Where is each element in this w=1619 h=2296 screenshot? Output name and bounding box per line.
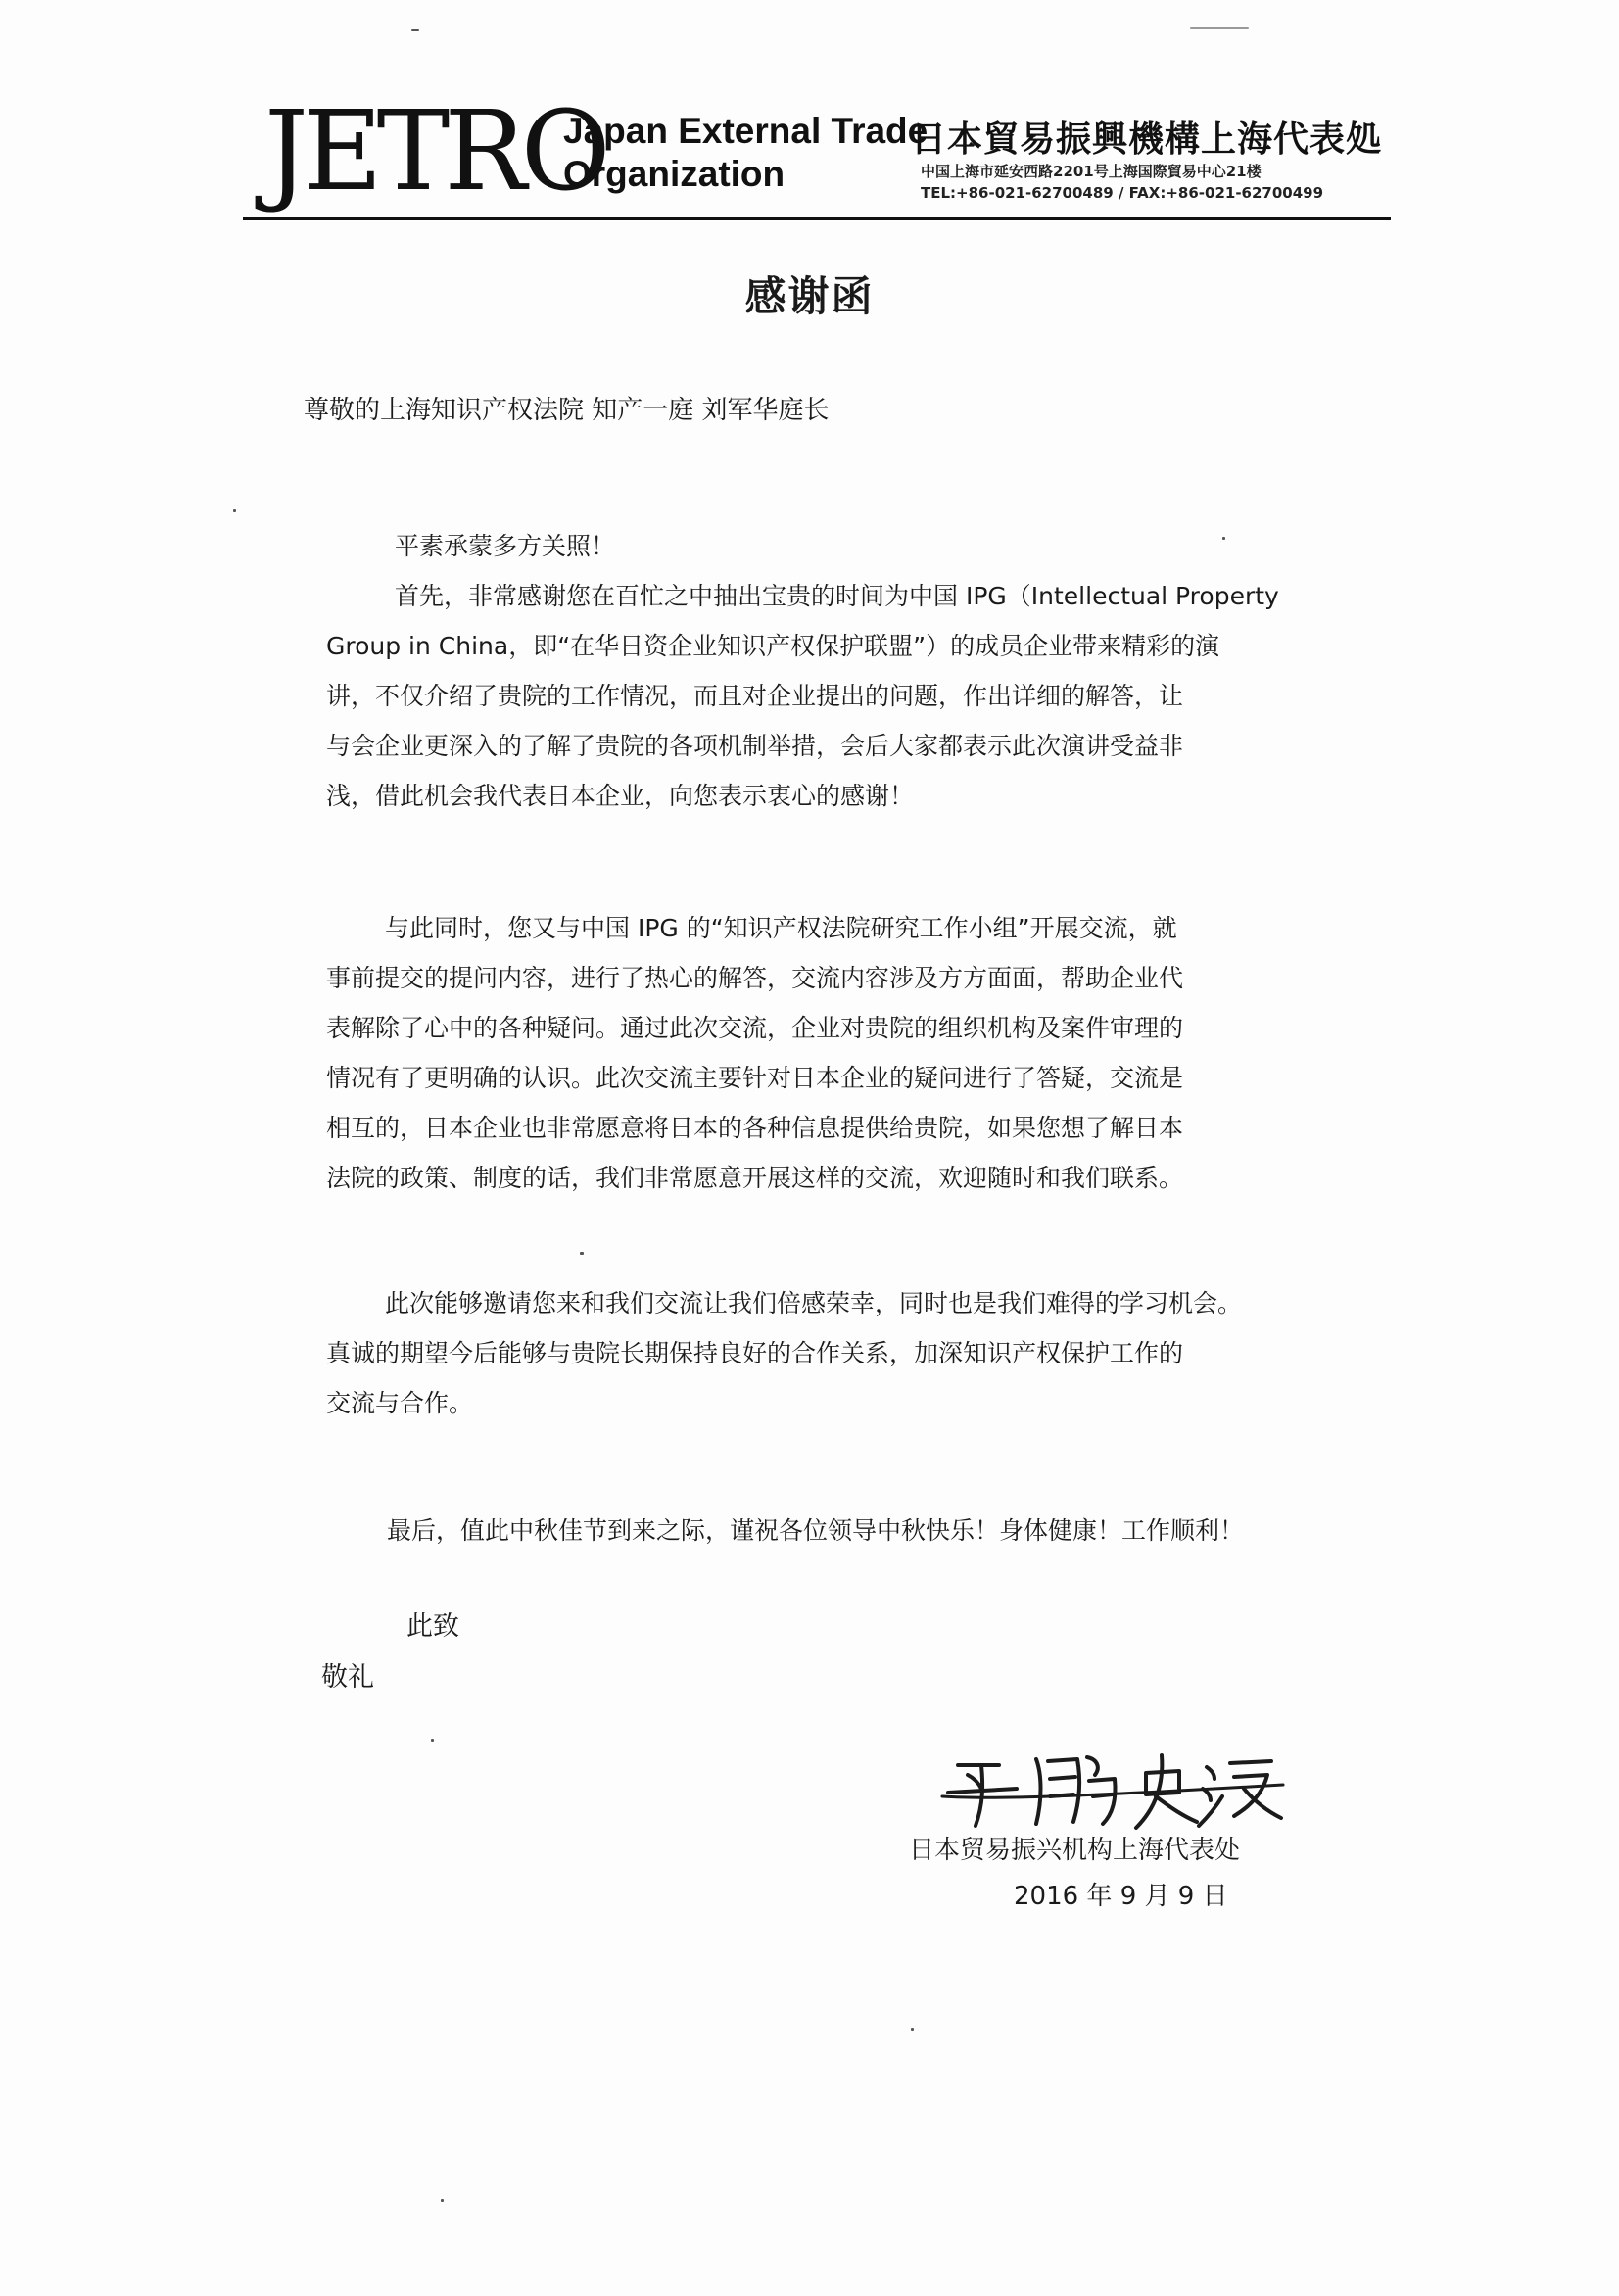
- scan-speck: [1190, 27, 1249, 29]
- paragraph-line: 与此同时，您又与中国 IPG 的“知识产权法院研究工作小组”开展交流，就: [385, 914, 1177, 942]
- paragraph-line: 最后，值此中秋佳节到来之际，谨祝各位领导中秋快乐！身体健康！工作顺利！: [387, 1516, 1245, 1545]
- paragraph-line: 此次能够邀请您来和我们交流让我们倍感荣幸，同时也是我们难得的学习机会。: [385, 1289, 1243, 1317]
- sender-organization: 日本贸易振兴机构上海代表处: [909, 1836, 1241, 1865]
- greeting: 平素承蒙多方关照！: [395, 532, 616, 560]
- jetro-logo: JETRO: [264, 88, 605, 215]
- paragraph-line: 事前提交的提问内容，进行了热心的解答，交流内容涉及方方面面，帮助企业代: [326, 964, 1184, 992]
- org-address-block: [921, 161, 1323, 204]
- scan-speck: [411, 29, 419, 31]
- closing-cizhi: 此致: [406, 1611, 459, 1642]
- paragraph-4: [326, 1506, 1384, 1555]
- paragraph-line: 浅，借此机会我代表日本企业，向您表示衷心的感谢！: [326, 782, 915, 810]
- org-address: 中国上海市延安西路2201号上海国際貿易中心21楼: [921, 163, 1262, 180]
- paragraph-line: 讲，不仅介绍了贵院的工作情况，而且对企业提出的问题，作出详细的解答，让: [326, 682, 1184, 710]
- paragraph-1: [326, 521, 1384, 821]
- scan-speck: [431, 1739, 434, 1742]
- closing-jingli: 敬礼: [321, 1662, 374, 1693]
- paragraph-line: 相互的，日本企业也非常愿意将日本的各种信息提供给贵院，如果您想了解日本: [326, 1114, 1184, 1142]
- scan-speck: [233, 509, 236, 512]
- org-name-chinese: 日本貿易振興機構上海代表処: [911, 120, 1383, 160]
- scan-speck: [911, 2028, 914, 2031]
- letter-date: 2016 年 9 月 9 日: [1014, 1882, 1228, 1911]
- paragraph-line: 情况有了更明确的认识。此次交流主要针对日本企业的疑问进行了答疑，交流是: [326, 1064, 1184, 1092]
- paragraph-3: [326, 1278, 1384, 1428]
- org-name-english-line2: Organization: [563, 154, 786, 194]
- org-name-english: [563, 110, 928, 196]
- paragraph-line: 交流与合作。: [326, 1389, 474, 1417]
- org-contact: TEL:+86-021-62700489 / FAX:+86-021-62700499: [921, 184, 1324, 202]
- paragraph-line: 法院的政策、制度的话，我们非常愿意开展这样的交流，欢迎随时和我们联系。: [326, 1164, 1184, 1192]
- scan-speck: [441, 2199, 444, 2202]
- paragraph-line: 与会企业更深入的了解了贵院的各项机制举措，会后大家都表示此次演讲受益非: [326, 732, 1184, 760]
- letterhead: [245, 88, 1391, 220]
- paragraph-line: Group in China，即“在华日资企业知识产权保护联盟”）的成员企业带来精彩的演: [326, 632, 1220, 660]
- scan-speck: [1222, 537, 1225, 540]
- salutation: 尊敬的上海知识产权法院 知产一庭 刘军华庭长: [304, 396, 830, 425]
- paragraph-2: [326, 903, 1384, 1203]
- paragraph-line: 表解除了心中的各种疑问。通过此次交流，企业对贵院的组织机构及案件审理的: [326, 1014, 1184, 1042]
- paragraph-line: 首先，非常感谢您在百忙之中抽出宝贵的时间为中国 IPG（Intellectual Property: [395, 582, 1279, 610]
- org-name-english-line1: Japan External Trade: [563, 111, 929, 151]
- scan-speck: [580, 1252, 584, 1255]
- letter-title: 感谢函: [744, 272, 875, 320]
- letterhead-rule: [243, 217, 1391, 220]
- handwritten-signature: [940, 1746, 1293, 1834]
- paragraph-line: 真诚的期望今后能够与贵院长期保持良好的合作关系，加深知识产权保护工作的: [326, 1339, 1184, 1367]
